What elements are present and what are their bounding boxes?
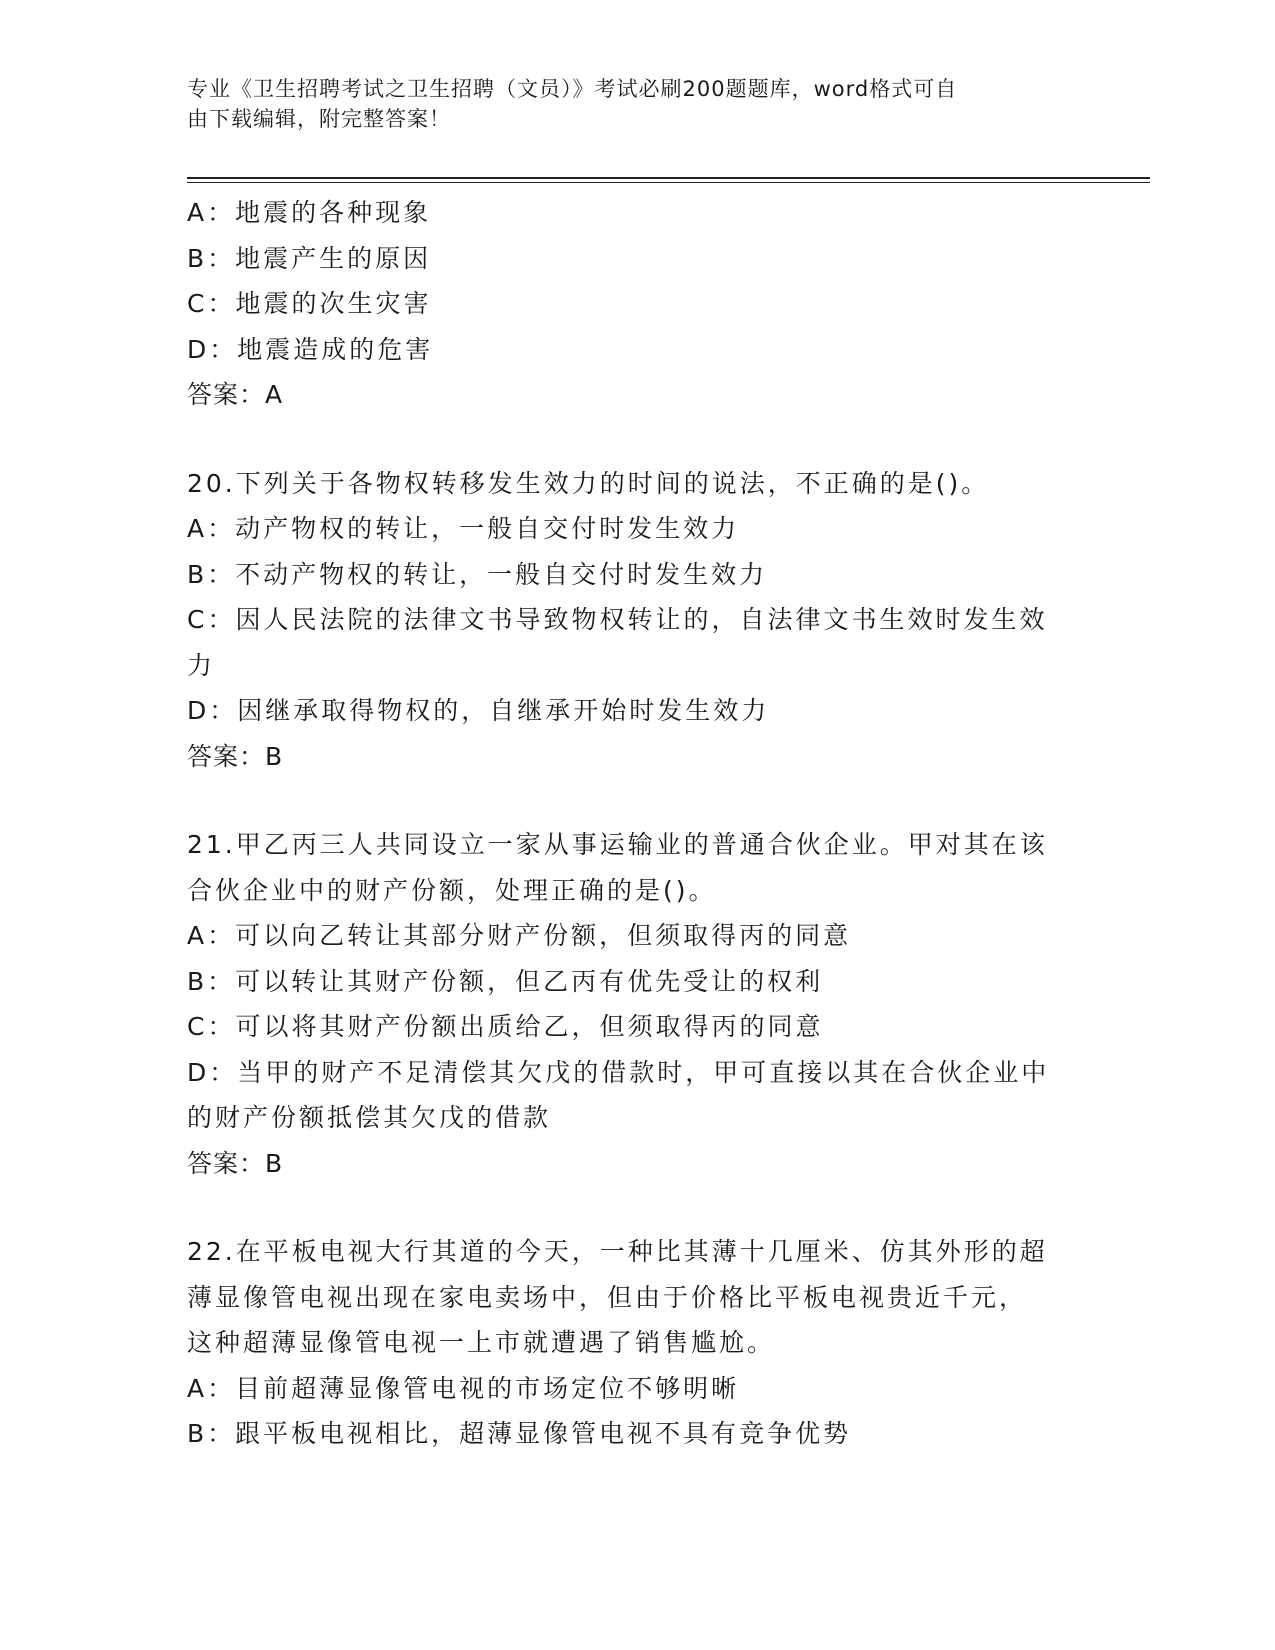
option-c: C：可以将其财产份额出质给乙，但须取得丙的同意 [187, 1012, 824, 1041]
header-title-line-1: 专业《卫生招聘考试之卫生招聘（文员）》考试必刷200题题库，word格式可自 [187, 77, 958, 101]
question-21-block [187, 822, 1067, 1186]
question-text-line-1: 22.在平板电视大行其道的今天，一种比其薄十几厘米、仿其外形的超 [187, 1237, 1048, 1266]
option-b: B：不动产物权的转让，一般自交付时发生效力 [187, 559, 768, 589]
option-c-line-1: C：因人民法院的法律文书导致物权转让的，自法律文书生效时发生效 [187, 605, 1048, 634]
option-d-line-2: 的财产份额抵偿其欠戊的借款 [187, 1103, 552, 1132]
option-c-line-2: 力 [187, 650, 216, 680]
question-text-line-2: 薄显像管电视出现在家电卖场中，但由于价格比平板电视贵近千元， [187, 1282, 1028, 1312]
option-b: B：地震产生的原因 [187, 243, 432, 273]
spacer [187, 779, 1067, 822]
option-a: A：动产物权的转让，一般自交付时发生效力 [187, 514, 740, 543]
option-b: B：可以转让其财产份额，但乙丙有优先受让的权利 [187, 966, 824, 996]
header-divider-thin [187, 182, 1150, 183]
answer-line: 答案：B [187, 1148, 284, 1178]
question-19-block [187, 190, 1067, 418]
option-b: B：跟平板电视相比，超薄显像管电视不具有竞争优势 [187, 1419, 852, 1448]
question-text: 20.下列关于各物权转移发生效力的时间的说法，不正确的是()。 [187, 468, 990, 498]
spacer [187, 1186, 1067, 1229]
question-text-line-1: 21.甲乙丙三人共同设立一家从事运输业的普通合伙企业。甲对其在该 [187, 830, 1048, 859]
option-d-line-1: D：当甲的财产不足清偿其欠戊的借款时，甲可直接以其在合伙企业中 [187, 1057, 1050, 1087]
document-header [187, 74, 1067, 134]
question-list [187, 190, 1067, 1457]
option-c: C：地震的次生灾害 [187, 289, 432, 318]
option-a: A：目前超薄显像管电视的市场定位不够明晰 [187, 1373, 740, 1403]
answer-line: 答案：A [187, 380, 284, 409]
option-d: D：地震造成的危害 [187, 334, 434, 364]
question-20-block [187, 461, 1067, 780]
header-title-line-2: 由下载编辑，附完整答案！ [187, 107, 451, 131]
spacer [187, 418, 1067, 461]
option-a: A：可以向乙转让其部分财产份额，但须取得丙的同意 [187, 921, 852, 950]
question-22-block [187, 1229, 1067, 1457]
option-d: D：因继承取得物权的，自继承开始时发生效力 [187, 696, 770, 725]
question-text-line-3: 这种超薄显像管电视一上市就遭遇了销售尴尬。 [187, 1328, 776, 1357]
answer-line: 答案：B [187, 741, 284, 771]
option-a: A：地震的各种现象 [187, 198, 432, 227]
question-text-line-2: 合伙企业中的财产份额，处理正确的是()。 [187, 875, 717, 905]
header-divider-thick [187, 177, 1150, 179]
